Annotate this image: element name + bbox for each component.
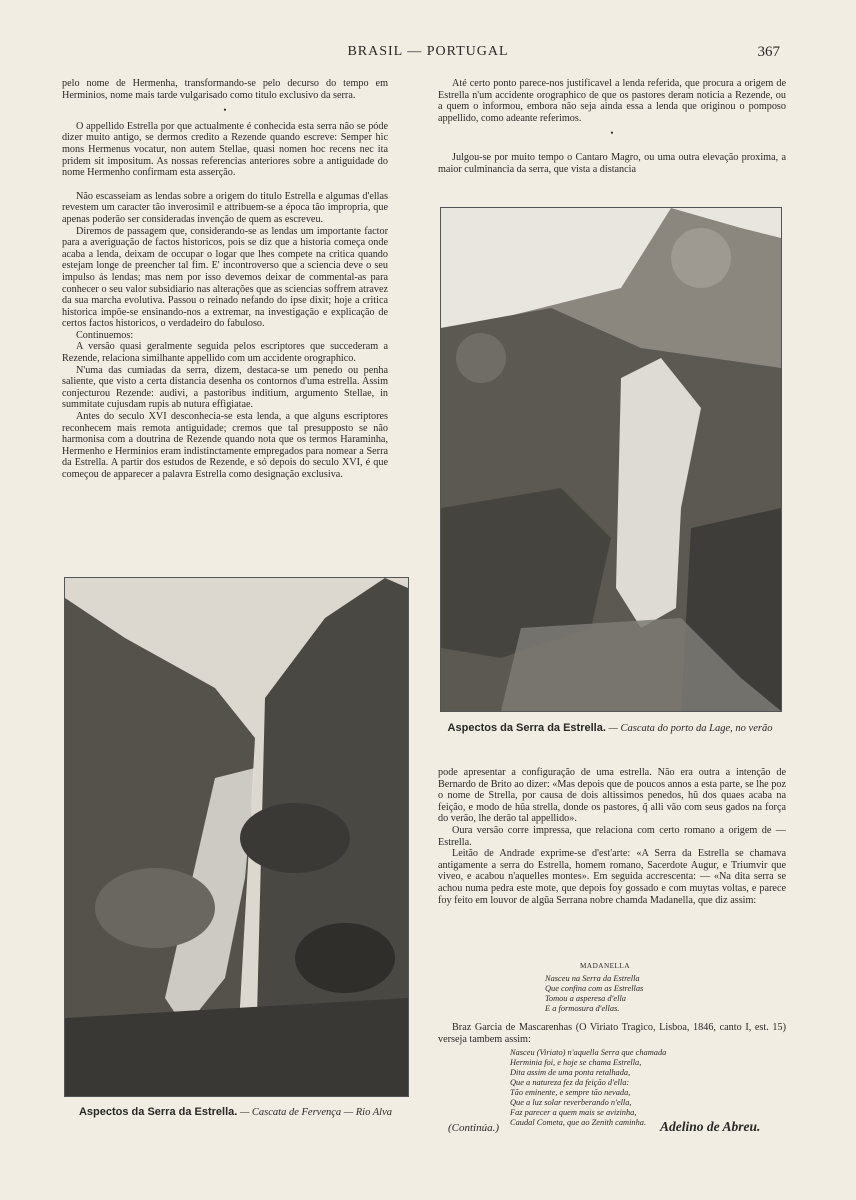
paragraph: Julgou-se por muito tempo o Cantaro Magro, ou uma outra elevação proxima, a maior culminancia da serra, que vista a distancia [438, 151, 786, 175]
page-header [0, 44, 856, 64]
paragraph: pode apresentar a configuração de uma estrella. Não era outra a intenção de Bernardo de Brito ao dizer: «Mas depois que de poucos annos a esta parte, se lhe poz o nome de Strella, por causa de dois altissimos penedos, hũ dos quaes acaba na feição, e modo de hũa strella, donde os pastores, q̃ alli vão com seus gados na força do verão, lhe derão tal appellido». [438, 767, 786, 825]
caption-subtitle: — Cascata do porto da Lage, no verão [608, 723, 773, 734]
paragraph: Antes do seculo XVI desconhecia-se esta lenda, a que alguns escriptores reconhecem mais remota antiguidade; cremos que tal presupposto se não harmonisa com a doutrina de Rezende quando nota que os termos Haraminha, Hermenho e Herminios eram indistinctamente empregados para nomear a Serra da Estrella. A partir dos estudos de Rezende, e só depois do seculo XVI, é que começou de apparecer a palavra Estrella como designação exclusiva. [62, 411, 388, 480]
right-top-column [438, 78, 786, 175]
poem-line: Que a natureza fez da feição d'ella: [510, 1078, 630, 1087]
caption-subtitle: — Cascata de Fervença — Rio Alva [239, 1107, 392, 1118]
author-signature: Adelino de Abreu. [660, 1119, 761, 1134]
waterfall-photo [440, 207, 782, 712]
poem-line: Nasceu na Serra da Estrella [545, 974, 640, 983]
poem-line: Tão eminente, e sempre tão nevada, [510, 1088, 631, 1097]
paragraph: Não escasseiam as lendas sobre a origem do titulo Estrella e algumas d'ellas revestem um caracter tão inverosimil e attribuem-se a época tão impropria, que apenas poderão ser consideradas invenção de quem as escreveu. [62, 190, 388, 225]
poem-line: Faz parecer a quem mais se avizinha, [510, 1108, 637, 1117]
paragraph: O appellido Estrella por que actualmente é conhecida esta serra não se póde dizer muito antigo, se dermos credito a Rezende quando escreve: Semper hic mons Hermenus vocatur, non autem Stellae, quasi nomen hoc recens nec ita pridem sit impositum. As nossas referencias anteriores sobre a antiguidade do nome Hermenho confirmam esta asserção. [62, 120, 388, 179]
right-middle-column [438, 767, 786, 906]
ravine-illustration [65, 578, 408, 1096]
continued-note: (Continúa.) [448, 1122, 500, 1134]
page-number: 367 [757, 44, 780, 60]
poem-line: Nasceu (Viriato) n'aquella Serra que chamada [510, 1048, 667, 1057]
paragraph: A versão quasi geralmente seguida pelos escriptores que succederam a Rezende, relaciona similhante appellido com um accidente orographico. [62, 341, 388, 365]
ravine-caption [64, 1106, 407, 1119]
poem-title: MADANELLA [580, 962, 631, 970]
poem-line: Herminia foi, e hoje se chama Estrella, [510, 1058, 642, 1067]
paragraph: Até certo ponto parece-nos justificavel a lenda referida, que procura a origem de Estrella n'um accidente orographico de que os pastores deram noticia a Rezende, ou a quem o informou, embora não seja ainda essa a lenda que originou o pomposo appellido, como adeante referimos. [438, 78, 786, 124]
poem-madanella [545, 974, 745, 1014]
poem-viriato [510, 1048, 760, 1128]
section-divider: • [610, 128, 614, 139]
ravine-photo [64, 577, 409, 1097]
running-title: BRASIL — PORTUGAL [347, 44, 509, 59]
paragraph: Leitão de Andrade exprime-se d'est'arte: «A Serra da Estrella se chamava antigamente a serra do Estrella, homem romano, Sacerdote Augur, e Triumvir que viveo, e acabou n'aquelles montes». Em seguida accrescenta: — «Na dita serra se achou numa pedra este mote, que depois foy gossado e com muytas voltas, e parece foy feito em louvor de algũa Serrana nobre chamda Madanella, que diz assim: [438, 848, 786, 906]
caption-title: Aspectos da Serra da Estrella. [447, 722, 606, 734]
left-column [62, 78, 388, 481]
poem-line: Tomou a asperesa d'ella [545, 994, 626, 1003]
poem-line: Que a luz solar reverberando n'ella, [510, 1098, 632, 1107]
poem-line: Dita assim de uma ponta retalhada, [510, 1068, 631, 1077]
falls-caption [440, 722, 780, 735]
paragraph: N'uma das cumiadas da serra, dizem, destaca-se um penedo ou penha saliente, que visto a certa distancia desenha os contornos d'uma estrella. Assim conjecturou Rezende: audivi, a pastoribus inditium, argumento Stellae, in summitate cujusdam rupis ab nutura effigiatae. [62, 364, 388, 411]
paragraph: Braz Garcia de Mascarenhas (O Viriato Tragico, Lisboa, 1846, canto I, est. 15) verseja tambem assim: [438, 1022, 786, 1045]
poem-line: Caudal Cometa, que ao Zenith caminha. [510, 1118, 647, 1127]
poem-line: E a formosura d'ellas. [545, 1004, 620, 1013]
paragraph: Oura versão corre impressa, que relaciona com certo romano a origem de — Estrella. [438, 824, 786, 848]
right-lower-column [438, 1022, 786, 1045]
paragraph: Continuemos: [76, 329, 134, 341]
waterfall-illustration [441, 208, 781, 711]
poem-line: Que confina com as Estrellas [545, 984, 644, 993]
paragraph: pelo nome de Hermenha, transformando-se pelo decurso do tempo em Herminios, nome mais tarde vulgarisado como titulo exclusivo da serra. [62, 78, 388, 101]
caption-title: Aspectos da Serra da Estrella. [78, 1106, 238, 1118]
section-divider: • [223, 105, 227, 116]
paragraph: Diremos de passagem que, considerando-se as lendas um importante factor para a averiguação de factos historicos, pois se diz que a historia começa onde acaba a lenda, deixam de occupar o logar que lhes compete na critica quando estejam longe de preencher tal fim. E' incontroverso que a sciencia deve o seu impulso ás lendas; mas nem por isso devemos deixar de commental-as para conhecer o seu valor subsidiario nas alterações que as sciencias soffrem atravez da sua marcha evolutiva. Passou o reinado nefando do ipse dixit; hoje a critica historica impõe-se ensinando-nos a extremar, na investigação e explicação de certos factos historicos, o verdadeiro do fabuloso. [62, 225, 388, 330]
